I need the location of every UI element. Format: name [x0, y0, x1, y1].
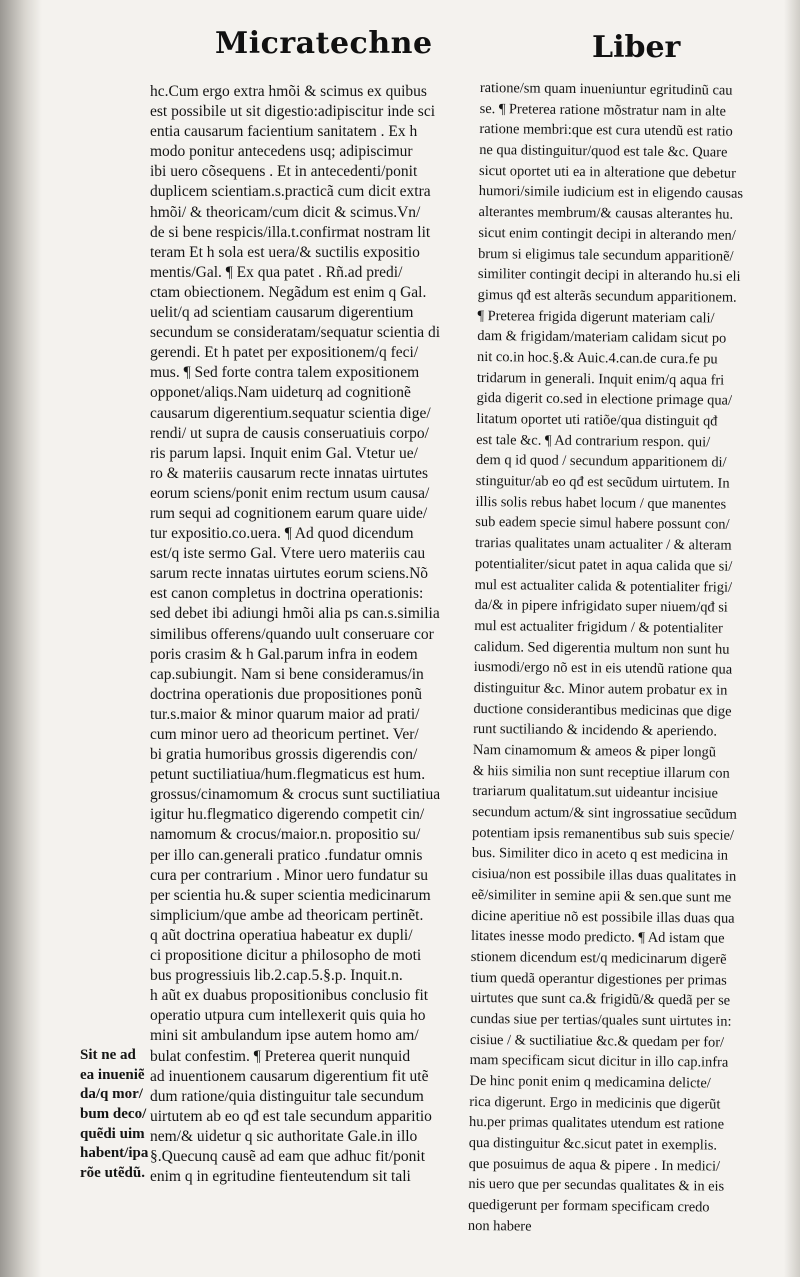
- text-line: que posuimus de aqua & pipere . In medici/: [468, 1155, 721, 1175]
- text-line: q aũt doctrina operatiua habeatur ex dupli/: [150, 926, 413, 944]
- text-line: enim q in egritudine fienteutendum sit tali: [150, 1168, 411, 1186]
- text-line: grossus/cinamomum & crocus sunt suctiliatiua: [150, 786, 441, 804]
- text-line: sarum recte innatas uirtutes eorum sciens.Nõ: [150, 565, 429, 583]
- margin-note-line: Sit ne ad: [80, 1047, 136, 1063]
- text-line: da/& in pipere infrigidato super niuem/qđ si: [474, 597, 728, 616]
- text-line: mus. ¶ Sed forte contra talem expositionem: [150, 364, 420, 382]
- text-line: tridarum in generali. Inquit enim/q aqua fri: [476, 369, 725, 389]
- text-line: Nam cinamomum & ameos & piper longũ: [472, 741, 717, 761]
- text-line: dum ratione/quia distinguitur tale secundum: [150, 1087, 424, 1105]
- text-line: litatum oportet uti ratiõe/qua distinguit qđ: [476, 410, 718, 430]
- text-line: trarias qualitates unam actualiter / & alteram: [475, 535, 732, 554]
- text-line: se. ¶ Preterea ratione mõstratur nam in alte: [479, 100, 727, 120]
- text-line: stionem dicendum est/q medicinarum digerẽ: [470, 948, 727, 968]
- text-line: teram Et h sola est uera/& suctilis expositio: [150, 243, 420, 261]
- text-line: rica digerunt. Ergo in medicinis que digerũt: [469, 1093, 721, 1113]
- text-line: uelit/q ad scientiam causarum digerentium: [150, 304, 414, 322]
- text-line: per illo can.generali pratico .fundatur omnis: [150, 846, 423, 864]
- marginal-note: [80, 1046, 148, 1184]
- text-line: operatio utpura cum intellexerit quis quia ho: [150, 1007, 426, 1025]
- text-line: cum minor uero ad theoricum pertinet. Ver/: [150, 726, 419, 743]
- text-line: ad inuentionem causarum digerentium fit utẽ: [150, 1067, 429, 1085]
- text-line: sicut enim contingit decipi in alterando men/: [478, 224, 736, 244]
- text-line: h aũt ex duabus propositionibus conclusio fit: [150, 987, 429, 1005]
- text-line: ne qua distinguitur/quod est tale &c. Quare: [479, 142, 728, 161]
- text-line: cisiue / & suctiliatiue &c.& quedam per for/: [469, 1031, 725, 1051]
- text-line: ibi uero cõsequens . Et in antecedenti/ponit: [150, 163, 418, 181]
- text-line: gimus qđ est alterãs secundum apparitionem.: [477, 286, 737, 306]
- text-line: cura per contrarium . Minor uero fundatur su: [150, 866, 429, 884]
- text-line: cap.subiungit. Nam si bene consideramus/in: [150, 665, 424, 683]
- text-line: sicut oportet uti ea in alteratione que debetur: [478, 162, 737, 182]
- text-line: dem q id quod / secundum apparitionem di/: [475, 452, 727, 471]
- text-line: hc.Cum ergo extra hmõi & scimus ex quibus: [150, 83, 427, 100]
- margin-note-line: da/q mor/: [80, 1086, 143, 1103]
- binding-gutter: [0, 0, 42, 1277]
- text-line: uirtutes que sunt ca.& frigidũ/& quedã per se: [470, 990, 731, 1009]
- text-line: tur.s.maior & minor quarum maior ad prati/: [150, 705, 420, 723]
- text-line: similiter contingit decipi in alterando hu.si eli: [477, 266, 741, 285]
- text-line: mul est actualiter calida & potentialiter frigi/: [474, 576, 733, 596]
- text-line: hu.per primas qualitates utendum est ratione: [468, 1114, 725, 1133]
- text-line: nit co.in hoc.§.& Auic.4.can.de cura.fe pu: [476, 348, 718, 368]
- text-line: poris crasim & h Gal.parum infra in eodem: [150, 645, 418, 663]
- text-line: mam specificam sicut dicitur in illo cap.infra: [469, 1052, 729, 1071]
- text-line: namomum & crocus/maior.n. propositio su/: [150, 826, 421, 844]
- text-line: duplicem scientiam.s.practicã cum dicit extra: [150, 183, 431, 201]
- text-line: ci propositione dicitur a philosopho de moti: [150, 947, 422, 965]
- margin-note-line: quẽdi uim: [80, 1125, 145, 1142]
- text-line: iusmodi/ergo nõ est in eis utendũ ratione qua: [473, 659, 733, 678]
- text-line: §.Quecunq causẽ ad eam que adhuc fit/ponit: [150, 1147, 426, 1165]
- text-line: dicine aperitiue nõ est possibile illas duas qua: [471, 907, 735, 927]
- text-line: tur expositio.co.uera. ¶ Ad quod dicendum: [150, 525, 414, 543]
- text-line: simplicium/que ambe ad theoricam pertinẽt.: [150, 906, 424, 924]
- running-head-left: Micratechne: [215, 26, 433, 61]
- text-line: quedigerunt per formam specificam credo: [468, 1197, 710, 1216]
- text-line: potentiam ipsis remanentibus sub suis specie/: [472, 824, 734, 844]
- text-line: hmõi/ & theoricam/cum dicit & scimus.Vn/: [150, 203, 421, 221]
- text-line: ctam obiectionem. Negãdum est enim q Gal.: [150, 283, 427, 301]
- text-line: eorum sciens/ponit enim rectum usum causa/: [150, 484, 430, 502]
- text-line: eẽ/similiter in semine apii & sen.que sunt me: [471, 886, 732, 906]
- margin-note-line: habent/ipa: [80, 1145, 149, 1162]
- text-line: humori/simile iudicium est in eligendo causas: [478, 183, 744, 203]
- text-line: bus. Similiter dico in aceto q est medicina in: [471, 845, 729, 865]
- text-line: stinguitur/ab eo qđ est secũdum uirtutem. In: [475, 473, 730, 492]
- text-line: secundum se consideratam/sequatur scientia di: [150, 324, 441, 342]
- text-line: de si bene respicis/illa.t.confirmat nostram lit: [150, 223, 431, 241]
- text-line: igitur hu.flegmatico digerendo competit cin/: [150, 806, 425, 824]
- text-line: distinguitur &c. Minor autem probatur ex in: [473, 679, 728, 699]
- running-head-right: Liber: [592, 30, 681, 65]
- text-line: bi gratia humoribus grossis digerendis con/: [150, 746, 418, 764]
- text-line: cundas siue per tertias/quales sunt uirtutes in:: [470, 1010, 732, 1030]
- text-line: trariarum qualitatum.sut uideantur incisiue: [472, 783, 718, 802]
- text-line: bulat confestim. ¶ Preterea querit nunquid: [150, 1047, 411, 1065]
- text-line: modo ponitur antecedens usq; adipiscimur: [150, 143, 413, 161]
- left-text-column: [150, 82, 468, 1187]
- text-line: ¶ Preterea frigida digerunt materiam cali/: [477, 307, 715, 327]
- text-line: illis solis rebus habet locum / que manentes: [475, 493, 727, 513]
- margin-note-line: ea inueniẽ: [80, 1066, 145, 1083]
- text-line: secundum actum/& sint ingrossatiue secũdum: [472, 804, 737, 823]
- text-line: est tale &c. ¶ Ad contrarium respon. qui/: [476, 431, 711, 451]
- text-line: calidum. Sed digerentia multum non sunt hu: [473, 638, 730, 658]
- text-line: sub eadem specie simul habere possunt con/: [475, 514, 730, 534]
- text-line: similibus offerens/quando uult conseruare cor: [150, 625, 434, 643]
- text-line: cisiua/non est possibile illas duas qualitates in: [471, 866, 737, 885]
- text-line: & hiis similia non sunt receptiue illarum con: [472, 762, 730, 782]
- text-line: ratione membri:que est cura utendũ est ratio: [479, 121, 733, 141]
- text-line: uirtutem ab eo qđ est tale secundum apparitio: [150, 1107, 432, 1125]
- text-line: petunt suctiliatiua/hum.flegmaticus est hum.: [150, 766, 426, 784]
- text-line: sed debet ibi adiungi hmõi alia ps can.s.similia: [150, 605, 440, 623]
- text-line: alterantes membrum/& causas alterantes hu.: [478, 204, 734, 223]
- margin-note-line: bum deco/: [80, 1106, 147, 1123]
- text-line: litates inesse modo predicto. ¶ Ad istam que: [470, 928, 725, 947]
- text-line: brum si eligimus tale secundum apparitionẽ/: [478, 245, 734, 265]
- text-line: entia causarum facientium sanitatem . Ex h: [150, 123, 418, 141]
- text-line: De hinc ponit enim q medicamina delicte/: [469, 1072, 711, 1092]
- text-line: est canon completus in doctrina operationis:: [150, 585, 424, 603]
- text-line: non habere: [467, 1217, 532, 1235]
- text-line: opponet/aliqs.Nam uideturq ad cognitionẽ: [150, 384, 411, 402]
- text-line: dam & frigidam/materiam calidam sicut po: [477, 328, 727, 347]
- text-line: runt suctiliando & incidendo & aperiendo.: [473, 721, 718, 740]
- text-line: doctrina operationis due propositiones ponũ: [150, 685, 423, 703]
- text-line: nis uero que per secundas qualitates & in eis: [468, 1176, 725, 1196]
- text-line: rum sequi ad cognitionem earum quare uide/: [150, 504, 428, 522]
- text-line: ro & materiis causarum recte innatas uirtutes: [150, 464, 429, 482]
- page-edge: [784, 0, 800, 1277]
- text-line: ductione considerantibus medicinas que dige: [473, 700, 732, 720]
- text-line: causarum digerentium.sequatur scientia dige/: [150, 404, 431, 422]
- text-line: mentis/Gal. ¶ Ex qua patet . Rñ.ad predi/: [150, 263, 403, 281]
- text-line: est possibile ut sit digestio:adipiscitur inde sci: [150, 103, 436, 121]
- text-line: nem/& uidetur q sic authoritate Gale.in illo: [150, 1127, 418, 1145]
- text-line: potentialiter/sicut patet in aqua calida que si/: [474, 555, 733, 575]
- text-line: ratione/sm quam inueniuntur egritudinũ cau: [479, 79, 733, 99]
- text-line: bus progressiuis lib.2.cap.5.§.p. Inquit.n.: [150, 967, 403, 985]
- text-line: per scientia hu.& super scientia medicinarum: [150, 886, 431, 904]
- text-line: est/q iste sermo Gal. Vtere uero materiis cau: [150, 545, 426, 563]
- text-line: mul est actualiter frigidum / & potentialiter: [474, 617, 723, 637]
- text-line: mini sit ambulandum ipse autem homo am/: [150, 1027, 419, 1045]
- text-line: tium quedã operantur digestiones per primas: [470, 969, 727, 989]
- text-line: qua distinguitur &c.sicut patet in exemplis.: [468, 1135, 718, 1154]
- margin-note-line: rõe utẽdũ.: [80, 1165, 145, 1182]
- text-line: gida digerit co.sed in electione primage qua/: [476, 390, 733, 409]
- text-line: ris parum lapsi. Inquit enim Gal. Vtetur ue/: [150, 444, 418, 462]
- text-line: gerendi. Et h patet per expositionem/q feci/: [150, 344, 419, 362]
- right-text-column: [468, 78, 772, 1239]
- text-line: rendi/ ut supra de causis conseruatiuis corpo/: [150, 424, 429, 442]
